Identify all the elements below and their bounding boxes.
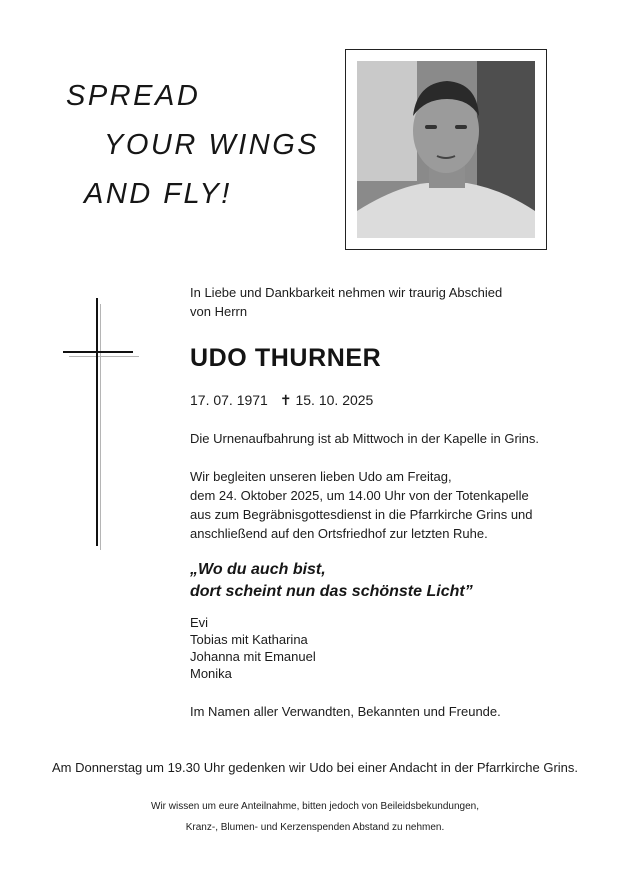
motto-line-3: AND FLY!	[84, 178, 232, 210]
request-line-1: Wir wissen um eure Anteilnahme, bitten jedoch von Beileidsbekundungen,	[151, 801, 479, 812]
portrait-frame	[345, 49, 547, 250]
memorial-quote	[190, 559, 590, 603]
family-member: Evi	[190, 615, 209, 630]
family-member: Tobias mit Katharina	[190, 632, 308, 647]
funeral-notice	[190, 467, 590, 543]
intro-line-1: In Liebe und Dankbarkeit nehmen wir traurig Abschied	[190, 285, 503, 300]
portrait-image	[357, 61, 535, 238]
quote-line-2: dort scheint nun das schönste Licht”	[190, 583, 473, 600]
obituary-body	[190, 283, 590, 721]
intro-line-2: von Herrn	[190, 304, 248, 319]
family-list	[190, 614, 590, 682]
portrait-photo	[357, 61, 535, 238]
family-member: Johanna mit Emanuel	[190, 649, 316, 664]
closing-line: Im Namen aller Verwandten, Bekannten und Freunde.	[190, 704, 501, 719]
life-dates	[190, 390, 590, 410]
motto-line-2: YOUR WINGS	[104, 129, 320, 161]
donation-request	[0, 796, 630, 838]
death-cross-icon: ✝	[279, 392, 292, 408]
request-line-2: Kranz-, Blumen- und Kerzenspenden Abstand zu nehmen.	[185, 822, 445, 833]
funeral-line-3: aus zum Begräbnisgottesdienst in die Pfarrkirche Grins und	[190, 507, 533, 522]
motto-line-1: SPREAD	[66, 80, 201, 112]
memorial-service-note: Am Donnerstag um 19.30 Uhr gedenken wir Udo bei einer Andacht in der Pfarrkirche Grins.	[51, 760, 579, 775]
death-date: 15. 10. 2025	[295, 392, 374, 408]
funeral-line-1: Wir begleiten unseren lieben Udo am Freitag,	[190, 469, 452, 484]
funeral-line-4: anschließend auf den Ortsfriedhof zur letzten Ruhe.	[190, 526, 488, 541]
deceased-name: UDO THURNER	[190, 344, 382, 372]
birth-date: 17. 07. 1971	[190, 392, 268, 408]
urn-notice: Die Urnenaufbahrung ist ab Mittwoch in der Kapelle in Grins.	[190, 431, 540, 446]
intro-text	[190, 283, 590, 321]
cross-symbol	[60, 298, 140, 550]
family-member: Monika	[190, 666, 232, 681]
funeral-line-2: dem 24. Oktober 2025, um 14.00 Uhr von der Totenkapelle	[190, 488, 529, 503]
quote-line-1: „Wo du auch bist,	[190, 561, 326, 578]
